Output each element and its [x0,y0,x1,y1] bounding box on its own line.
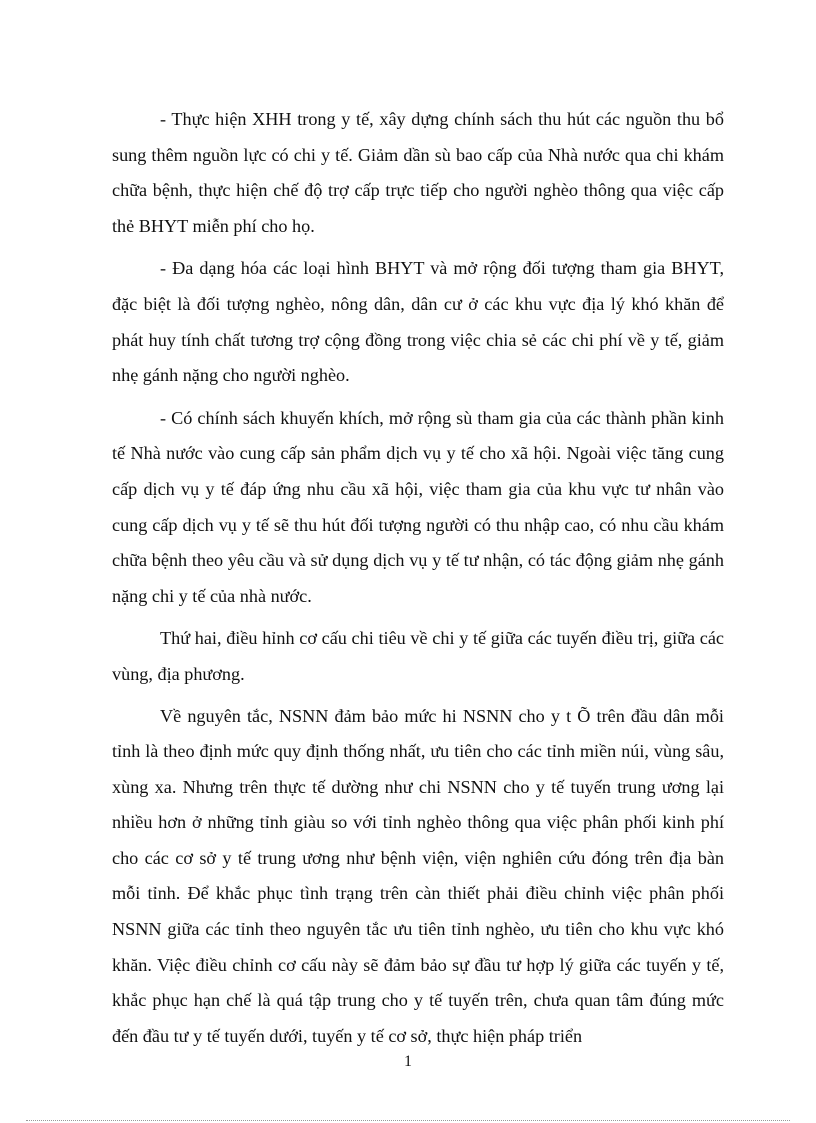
page-number: 1 [404,1053,412,1070]
body-text [112,102,724,1061]
paragraph-bhyt-diversification: - Đa dạng hóa các loại hình BHYT và mở rộng đối tượng tham gia BHYT, đặc biệt là đối tượng nghèo, nông dân, dân cư ở các khu vực địa lý khó khăn để phát huy tính chất tương trợ cộng đồng trong việc chia sẻ các chi phí về y tế, giảm nhẹ gánh nặng cho người nghèo. [112,258,724,386]
paragraph-socialization: - Thực hiện XHH trong y tế, xây dựng chính sách thu hút các nguồn thu bổ sung thêm nguồn lực có chi y tế. Giảm dần sù bao cấp của Nhà nước qua chi khám chữa bệnh, thực hiện chế độ trợ cấp trực tiếp cho người nghèo thông qua việc cấp thẻ BHYT miễn phí cho họ. [112,109,724,236]
paragraph-principle: Về nguyên tắc, NSNN đảm bảo mức hi NSNN cho y t Õ trên đầu dân mỗi tỉnh là theo định mức quy định thống nhất, ưu tiên cho các tỉnh miền núi, vùng sâu, xùng xa. Nhưng trên thực tế dường như chi NSNN cho y tế tuyến trung ương lại nhiều hơn ở những tỉnh giàu so với tỉnh nghèo thông qua việc phân phối kinh phí cho các cơ sở y tế trung ương như bệnh viện, viện nghiên cứu đóng trên địa bàn mỗi tỉnh. Để khắc phục tình trạng trên càn thiết phải điều chỉnh việc phân phối NSNN giữa các tỉnh theo nguyên tắc ưu tiên tỉnh nghèo, ưu tiên cho khu vực khó khăn. Việc điều chỉnh cơ cấu này sẽ đảm bảo sự đầu tư hợp lý giữa các tuyến y tế, khắc phục hạn chế là quá tập trung cho y tế tuyến trên, chưa quan tâm đúng mức đến đầu tư y tế tuyến dưới, tuyến y tế cơ sở, thực hiện pháp triển [112,705,724,1046]
page-bottom-rule [26,1120,790,1121]
paragraph-second-point: Thứ hai, điều hỉnh cơ cấu chi tiêu về chi y tế giữa các tuyến điều trị, giữa các vùng, địa phương. [112,628,724,684]
paragraph-private-sector: - Có chính sách khuyến khích, mở rộng sù tham gia của các thành phần kinh tế Nhà nước vào cung cấp sản phẩm dịch vụ y tế cho xã hội. Ngoài việc tăng cung cấp dịch vụ y tế đáp ứng nhu cầu xã hội, việc tham gia của khu vực tư nhân vào cung cấp dịch vụ y tế sẽ thu hút đối tượng người có thu nhập cao, có nhu cầu khám chữa bệnh theo yêu cầu và sử dụng dịch vụ y tế tư nhận, có tác động giảm nhẹ gánh nặng chi y tế của nhà nước. [112,407,724,606]
